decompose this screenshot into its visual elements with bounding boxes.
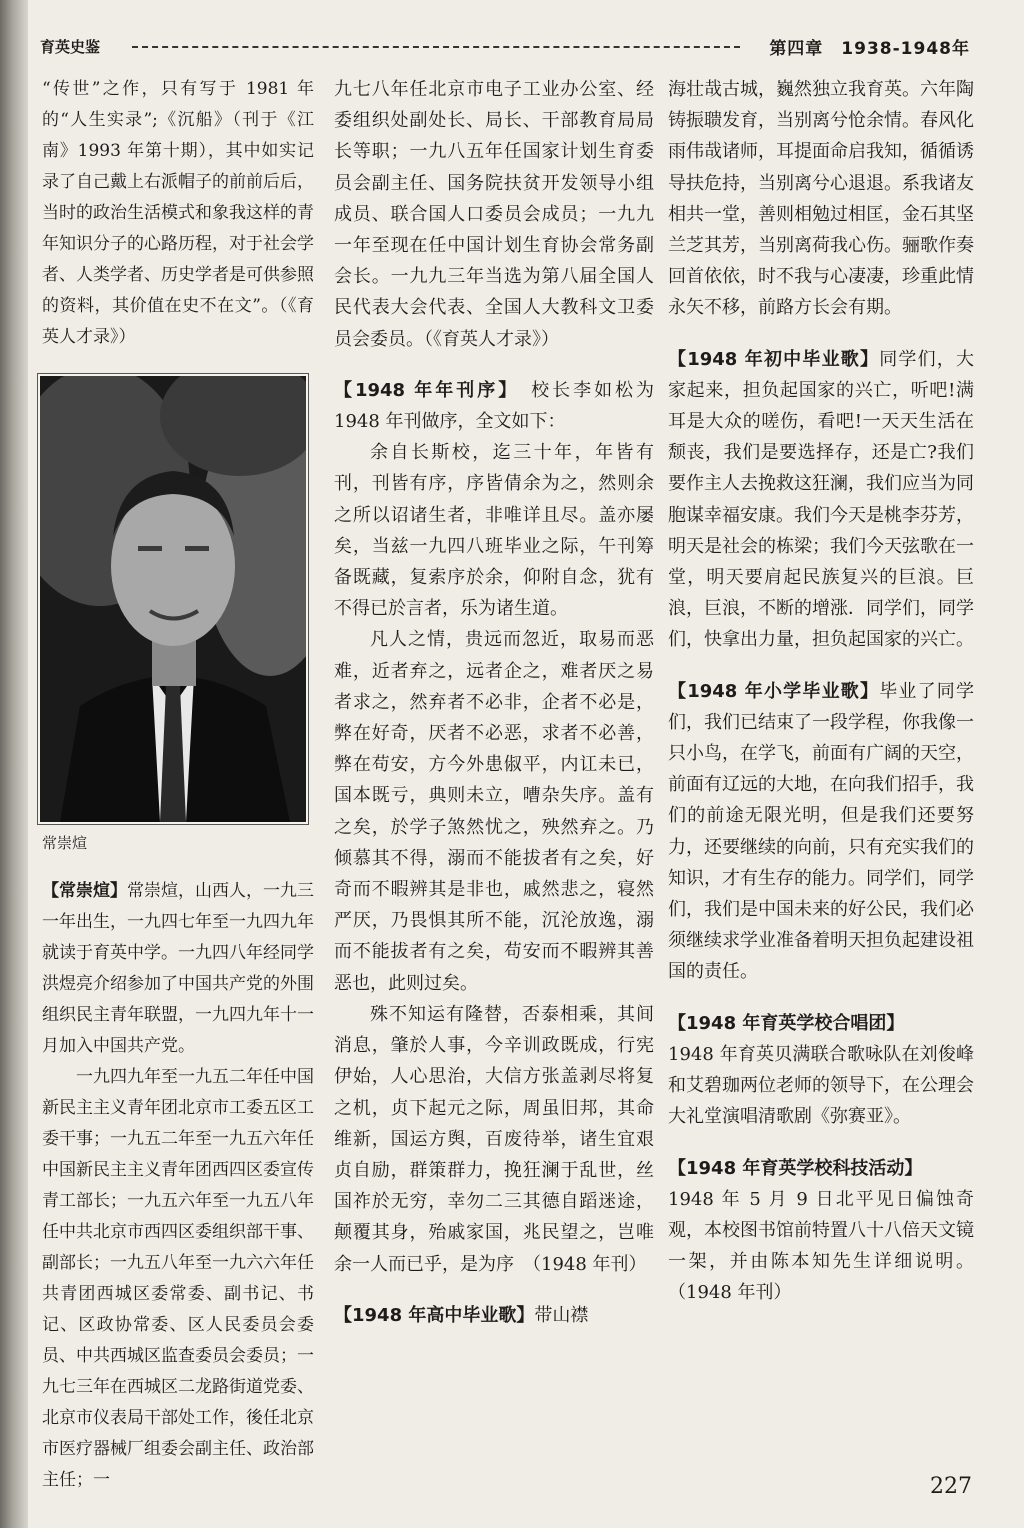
page-number: 227: [930, 1474, 972, 1499]
senior-song-start: [334, 1300, 654, 1331]
column-2-text: [334, 74, 654, 1331]
column-1-paragraph: “传世”之作，只有写于 1981 年的“人生实录”;《沉船》（刊于《江南》1993 年第十期），其中如实记录了自己戴上右派帽子的前前后后，当时的政治生活模式和象我这样的青年知识分子的心路历程，对于社会学者、人类学者、历史学者是可供参照的资料，其价值在史不在文”。（《育英人才录》）: [42, 79, 314, 347]
preface-paragraph-2: 凡人之情，贵远而忽近，取易而恶难，近者弃之，远者企之，难者厌之易者求之，然弃者不必非，企者不必是，弊在好奇，厌者不必恶，求者不必善，弊在苟安，方今外患俶平，内讧未已，国本既亏，典则未立，嘈杂失序。盖有之矣，於学子煞然忧之，殃然弃之。乃倾慕其不得，溺而不能拔者有之矣，好奇而不暇辨其是非也，戚然悲之，寝然严厌，乃畏惧其所不能，沉沦放逸，溺而不能拔者有之矣，苟安而不暇辨其善恶也，此则过矣。: [334, 629, 654, 994]
choir-heading: 【1948 年育英学校合唱团】: [668, 1012, 905, 1034]
senior-song-heading: 【1948 年高中毕业歌】: [334, 1304, 535, 1326]
junior-song-section: [668, 344, 974, 656]
senior-song-text: 带山襟: [534, 1304, 589, 1326]
portrait-photo: [40, 376, 306, 822]
column-2-continuation: 九七八年任北京市电子工业办公室、经委组织处副处长、局长、干部教育局局长等职；一九八五年任国家计划生育委员会副主任、国务院扶贫开发领导小组成员、联合国人口委员会成员；一九九一年至现在任中国计划生育协会常务副会长。一九九三年当选为第八届全国人民代表大会代表、全国人大教科文卫委员会委员。（《育英人才录》）: [334, 79, 654, 350]
science-text: 1948 年 5 月 9 日北平见日偏蚀奇观，本校图书馆前特置八十八倍天文镜一架，并由陈本知先生详细说明。（1948 年刊）: [668, 1188, 974, 1304]
preface-intro-text: 校长李如松为 1948 年刊做序，全文如下：: [334, 379, 655, 433]
preface-paragraph-1: 余自长斯校，迄三十年，年皆有刊，刊皆有序，序皆倩余为之，然则余之所以诏诸生者，非唯详且尽。盖亦屡矣，当兹一九四八班毕业之际，午刊筹备既藏，复索序於余，仰附自念，犹有不得已於言者，乐为诸生道。: [334, 442, 654, 620]
chapter-title: 第四章 1938-1948年: [769, 39, 970, 59]
running-header: [40, 34, 970, 62]
senior-song-continuation: 海壮哉古城，巍然独立我育英。六年陶铸振聩发育，当别离兮怆余情。春风化雨伟哉诸师，耳提面命启我知，循循诱导扶危持，当别离兮心退退。系我诸友相共一堂，善则相勉过相匡，金石其坚兰芝其芳，当别离荷我心伤。骊歌作奏回首依依，时不我与心凄凄，珍重此情永矢不移，前路方长会有期。: [668, 79, 974, 319]
preface-intro: [334, 375, 654, 437]
book-spine-shadow: [0, 0, 28, 1528]
biography-paragraph-1: [42, 876, 314, 1062]
photo-caption: 常崇煊: [42, 834, 88, 852]
biography-section: [42, 876, 314, 1496]
preface-heading: 【1948 年年刊序】: [334, 379, 511, 401]
header-dashed-rule: [132, 46, 740, 48]
science-heading: 【1948 年育英学校科技活动】: [668, 1157, 923, 1179]
biography-paragraph-2: 一九四九年至一九五二年任中国新民主主义青年团北京市工委五区工委干事；一九五二年至一九五六年任中国新民主主义青年团西四区委宣传青工部长；一九五六年至一九五八年任中共北京市西四区委组织部干事、副部长；一九五八年至一九六六年任共青团西城区委常委、副书记、书记、区政协常委、区人民委员会委员、中共西城区监查委员会委员；一九七三年在西城区二龙路街道党委、北京市仪表局干部处工作，後任北京市医疗器械厂组委会副主任、政治部主任；一: [42, 1067, 314, 1490]
biography-text-1: 常崇煊，山西人，一九三一年出生，一九四七年至一九四九年就读于育英中学。一九四八年经同学洪煜亮介绍参加了中国共产党的外围组织民主青年联盟，一九四九年十一月加入中国共产党。: [42, 881, 314, 1056]
column-1-text: [42, 74, 314, 353]
junior-song-text: 同学们，大家起来，担负起国家的兴亡，听吧!满耳是大众的嗟伤，看吧!一天天生活在颓丧，我们是要选择存，还是亡?我们要作主人去挽救这狂澜，我们应当为同胞谋幸福安康。我们今天是桃李芬芳，明天是社会的栋梁；我们今天弦歌在一堂，明天要肩起民族复兴的巨浪。巨浪，巨浪，不断的增涨．同学们，同学们，快拿出力量，担负起国家的兴亡。: [668, 348, 974, 651]
portrait-illustration: [40, 376, 306, 822]
primary-song-text: 毕业了同学们，我们已结束了一段学程，你我像一只小鸟，在学飞，前面有广阔的天空，前面有辽远的大地，在向我们招手，我们的前途无限光明，但是我们还要努力，还要继续的向前，只有充实我们的知识，才有生存的能力。同学们，同学们，我们是中国未来的好公民，我们必须继续求学业准备着明天担负起建设祖国的责任。: [668, 680, 974, 983]
primary-song-section: [668, 676, 974, 988]
column-3-text: [668, 74, 974, 1309]
preface-paragraph-3: 殊不知运有隆替，否泰相乘，其间消息，肇於人事，今辛训政既成，行宪伊始，人心思治，大信方张盖剥尽将复之机，贞下起元之际，周虽旧邦，其命维新，国运方舆，百废待举，诸生宜艰贞自励，群策群力，挽狂澜于乱世，丝国祚於无穷，幸勿二三其德自蹈迷途，颠覆其身，殆戚家国，兆民望之，岂唯余一人而已乎，是为序 （1948 年刊）: [334, 1003, 654, 1275]
book-title: 育英史鉴: [40, 38, 101, 56]
primary-song-heading: 【1948 年小学毕业歌】: [668, 680, 880, 702]
biography-heading: 【常崇煊】: [42, 881, 127, 901]
junior-song-heading: 【1948 年初中毕业歌】: [668, 348, 880, 370]
choir-text: 1948 年育英贝满联合歌咏队在刘俊峰和艾碧珈两位老师的领导下，在公理会大礼堂演唱清歌剧《弥赛亚》。: [668, 1043, 974, 1128]
